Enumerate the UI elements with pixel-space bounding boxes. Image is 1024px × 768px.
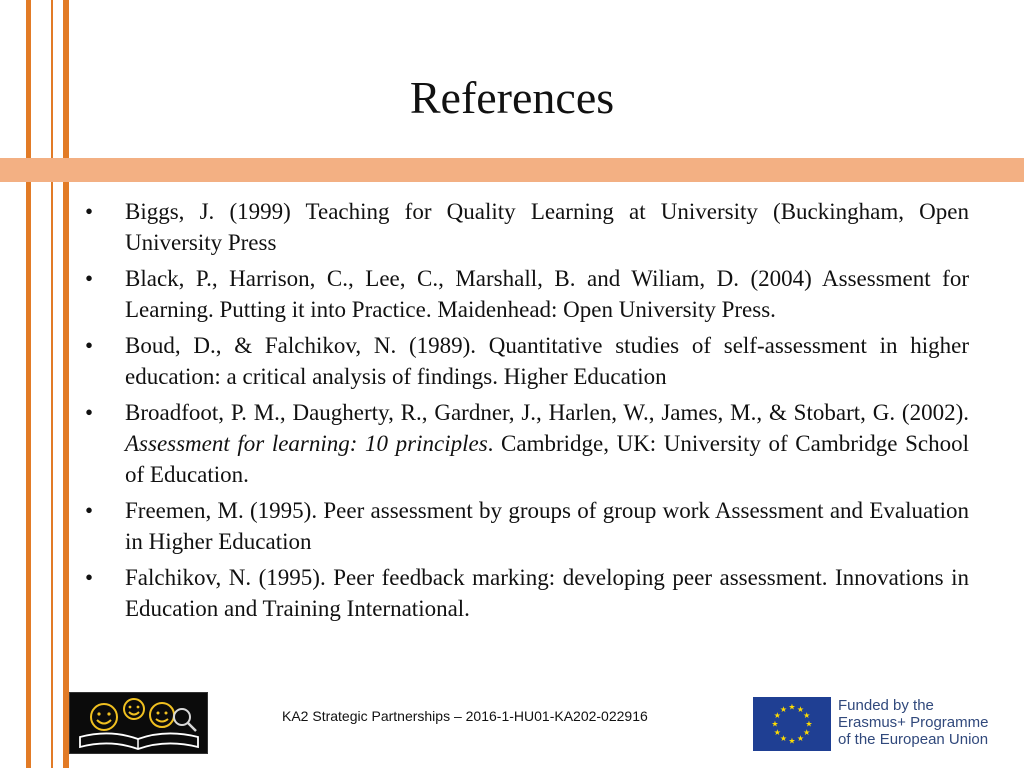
- eu-star: ★: [796, 734, 805, 744]
- reference-text: Biggs, J. (1999) Teaching for Quality Learning at University (Buckingham, Open University Press: [125, 199, 969, 255]
- reference-text-after: . Cambridge, UK: University of Cambridge School of Education.: [125, 431, 969, 487]
- eu-star: ★: [788, 736, 796, 746]
- bullet: •: [85, 333, 94, 358]
- eu-star: ★: [773, 711, 781, 720]
- reference-text-before: Broadfoot, P. M., Daugherty, R., Gardner, J., Harlen, W., James, M., & Stobart, G. (2002).: [125, 400, 969, 425]
- eu-flag-icon: [753, 697, 831, 751]
- eu-star: ★: [803, 711, 811, 720]
- eu-funding-line-1: Funded by the: [838, 697, 934, 714]
- eu-star: ★: [803, 728, 811, 737]
- eu-funding-line-2: Erasmus+ Programme: [838, 714, 989, 731]
- reference-text: Falchikov, N. (1995). Peer feedback marking: developing peer assessment. Innovations in Education and Training International.: [125, 565, 969, 621]
- reference-item: [83, 562, 969, 624]
- reference-list: [83, 196, 969, 629]
- title-separator-band: [0, 158, 1024, 182]
- eu-funding-text: [838, 697, 1018, 748]
- eu-star: ★: [773, 728, 781, 737]
- bullet: •: [85, 498, 94, 523]
- bullet: •: [85, 565, 94, 590]
- reference-text: Black, P., Harrison, C., Lee, C., Marshall, B. and Wiliam, D. (2004) Assessment for Learning. Putting it into Practice. Maidenhead: Open University Press.: [125, 266, 969, 322]
- reference-item: [83, 495, 969, 557]
- reference-item: [83, 263, 969, 325]
- project-code-footer: KA2 Strategic Partnerships – 2016-1-HU01-KA202-022916: [282, 708, 648, 724]
- eu-star: ★: [779, 734, 788, 744]
- eu-star: ★: [796, 704, 805, 714]
- slide-title: References: [409, 72, 615, 123]
- eu-stars-drawing: [753, 697, 831, 751]
- eu-star: ★: [788, 702, 796, 712]
- reference-title-italic: Assessment for learning: 10 principles: [125, 431, 488, 456]
- project-logo-drawing: [70, 693, 207, 753]
- eu-star: ★: [771, 719, 779, 729]
- bullet: •: [85, 199, 94, 224]
- reference-text: Boud, D., & Falchikov, N. (1989). Quantitative studies of self-assessment in higher education: a critical analysis of findings. Higher Education: [125, 333, 969, 389]
- reference-item: [83, 196, 969, 258]
- eu-funding-line-3: of the European Union: [838, 731, 989, 748]
- eu-star: ★: [779, 704, 788, 714]
- bullet: •: [85, 266, 94, 291]
- eu-star: ★: [805, 719, 813, 729]
- reference-text: Freemen, M. (1995). Peer assessment by groups of group work Assessment and Evaluation in Higher Education: [125, 498, 969, 554]
- bullet: •: [85, 400, 94, 425]
- reference-item: [83, 330, 969, 392]
- reference-item: [83, 397, 969, 490]
- project-logo: [69, 692, 208, 754]
